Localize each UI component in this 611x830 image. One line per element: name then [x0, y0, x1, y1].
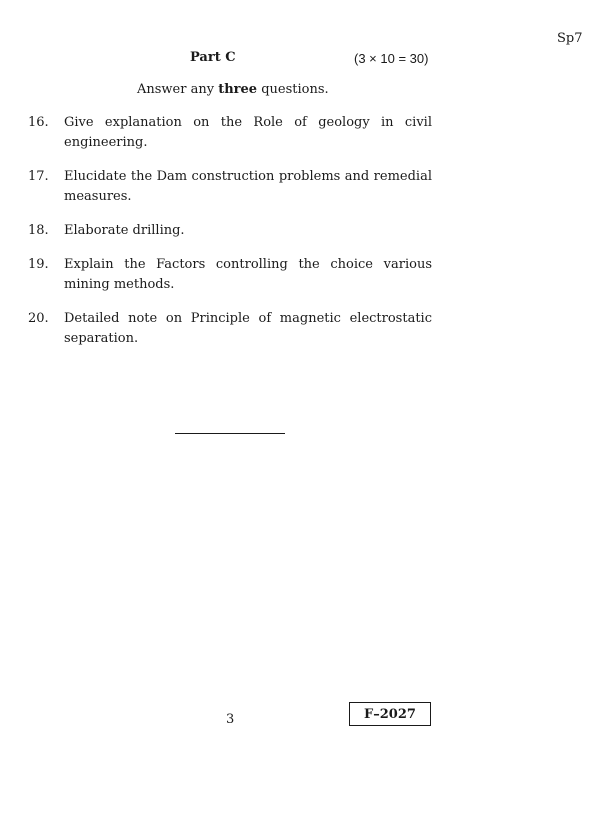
question-text: Give explanation on the Role of geology in civil engineering. — [64, 115, 432, 150]
question-text: Explain the Factors controlling the choice various mining methods. — [64, 257, 432, 292]
question-number: 19. — [28, 257, 49, 272]
question-number: 17. — [28, 169, 49, 184]
page-number: 3 — [226, 712, 235, 727]
question-item — [28, 309, 432, 349]
question-item — [28, 113, 432, 153]
paper-code: F–2027 — [349, 702, 431, 726]
question-number: 20. — [28, 311, 49, 326]
question-text: Detailed note on Principle of magnetic electrostatic separation. — [64, 311, 432, 346]
question-text: Elucidate the Dam construction problems and remedial measures. — [64, 169, 432, 204]
part-title: Part C — [190, 50, 236, 65]
question-item — [28, 167, 432, 207]
instruction-suffix: questions. — [257, 82, 329, 97]
question-text: Elaborate drilling. — [64, 223, 185, 238]
end-rule — [175, 433, 285, 434]
question-item — [28, 221, 432, 241]
marks-allocation: (3 × 10 = 30) — [354, 51, 429, 66]
question-list — [28, 113, 432, 363]
corner-code: Sp7 — [557, 31, 583, 46]
question-number: 16. — [28, 115, 49, 130]
question-number: 18. — [28, 223, 49, 238]
instruction — [137, 82, 329, 97]
instruction-prefix: Answer any — [137, 82, 219, 97]
question-item — [28, 255, 432, 295]
instruction-emphasis: three — [218, 82, 258, 97]
